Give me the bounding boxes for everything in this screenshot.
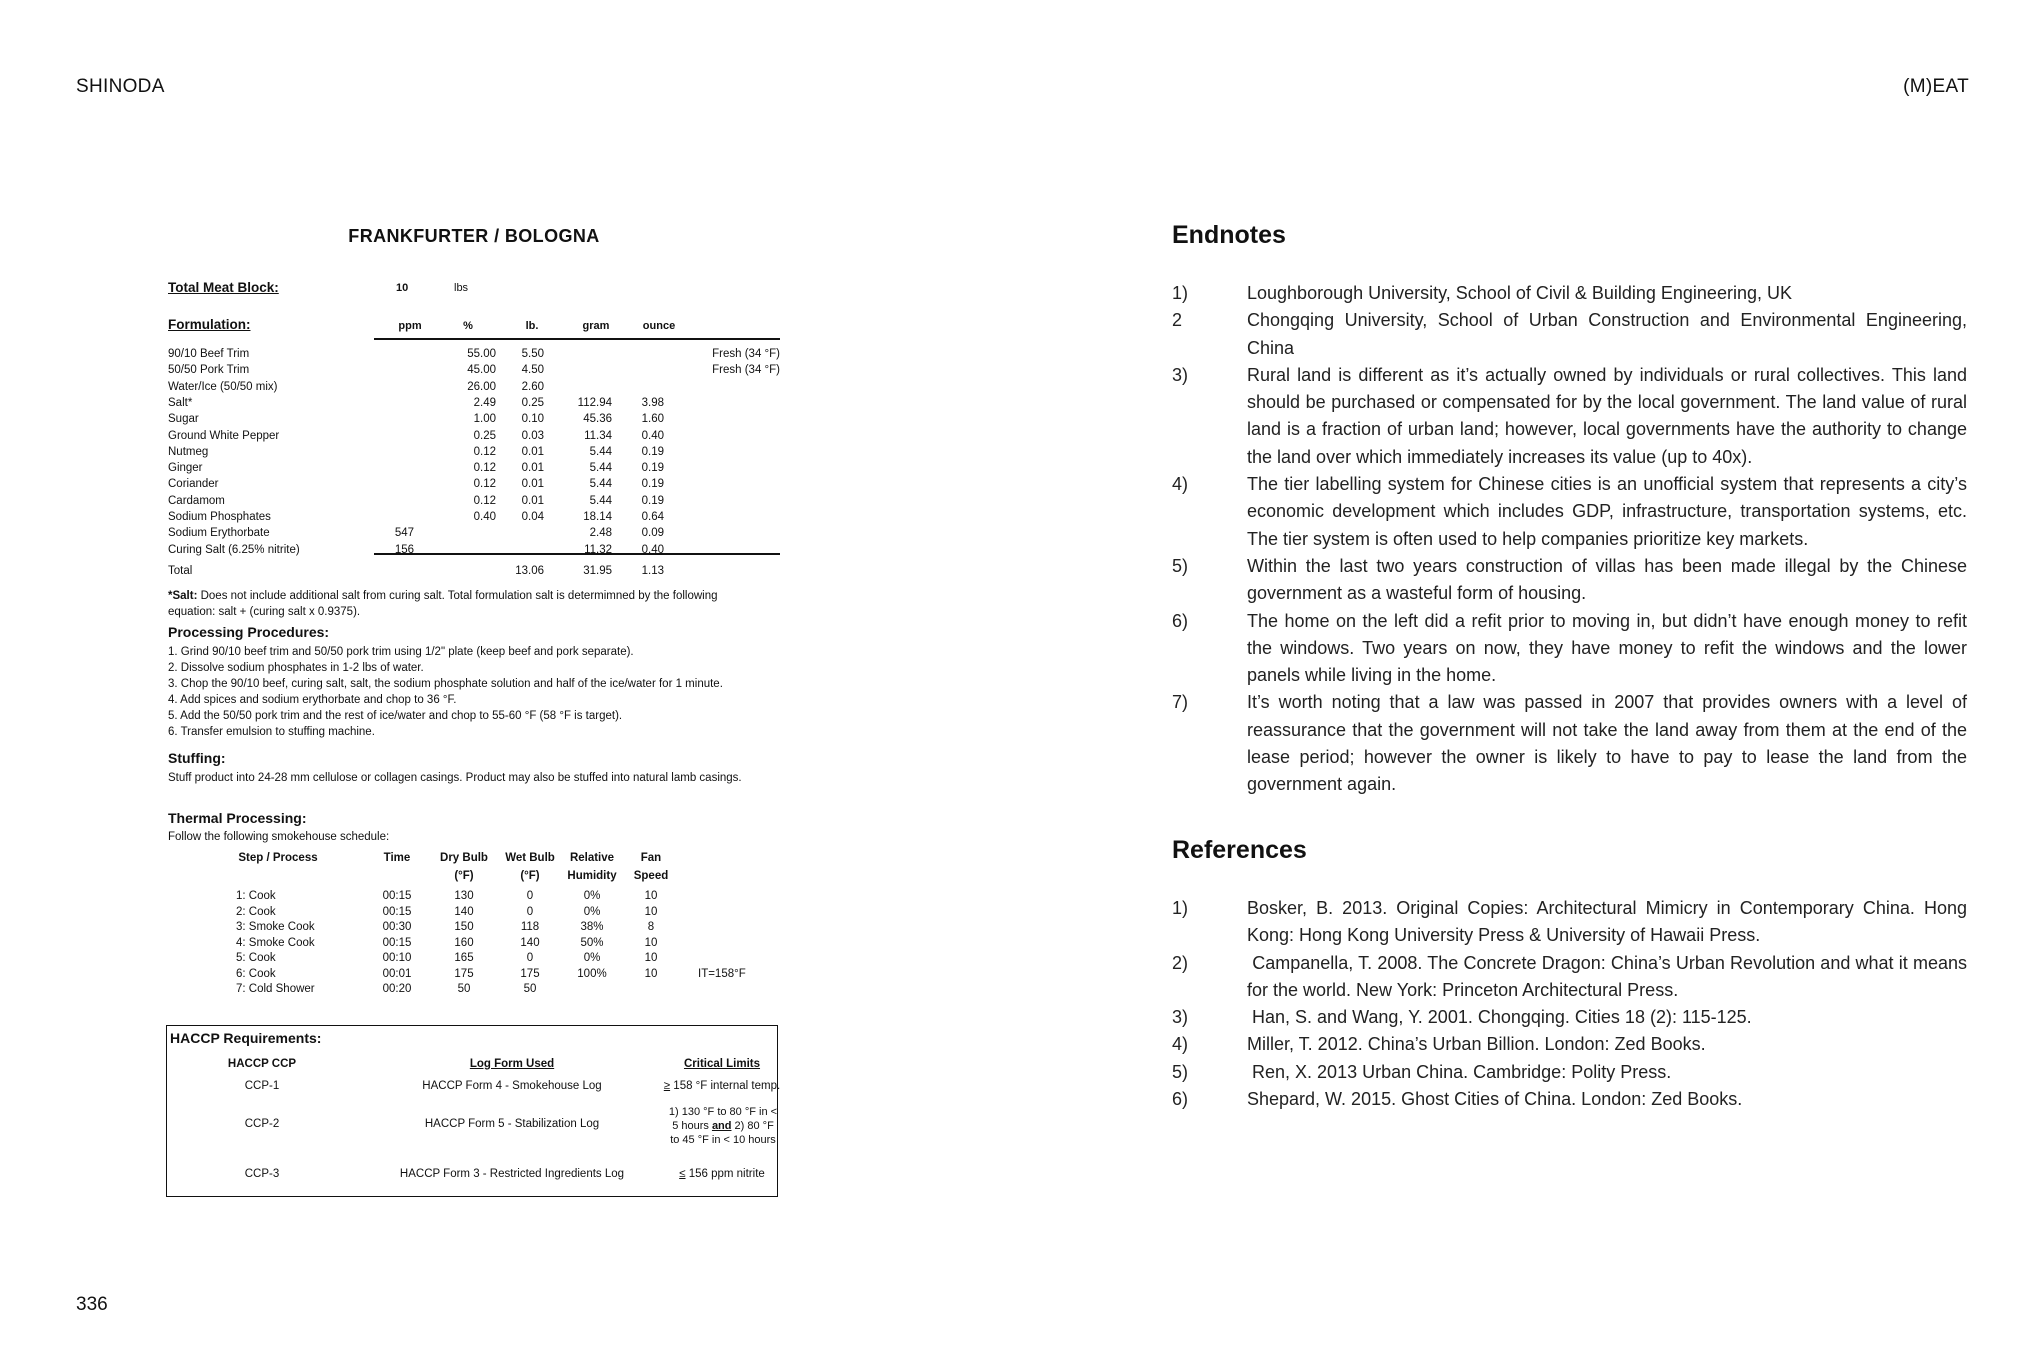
ingredient-name: 50/50 Pork Trim [168, 364, 250, 377]
note-item [1172, 362, 1973, 471]
ingredient-pct: 0.40 [473, 511, 496, 523]
note-number: 5) [1172, 555, 1189, 576]
ingredient-name: 90/10 Beef Trim [168, 348, 250, 360]
note-item [1172, 1086, 1967, 1113]
thermal-dry: 175 [454, 967, 474, 980]
note-number: 3) [1172, 364, 1189, 385]
note-number: 7) [1172, 692, 1189, 713]
thermal-time: 00:20 [382, 983, 412, 995]
ingredient-ppm: 547 [394, 527, 414, 540]
processing-step: 2. Dissolve sodium phosphates in 1-2 lbs of water. [168, 662, 424, 674]
ingredient-name: Sodium Erythorbate [168, 527, 270, 540]
thermal-dry: 165 [454, 952, 474, 964]
note-text: Shepard, W. 2015. Ghost Cities of China. London: Zed Books. [1247, 1089, 1743, 1110]
ingredient-gram: 5.44 [589, 445, 612, 458]
ingredient-pct: 0.12 [473, 478, 496, 491]
ingredient-name: Nutmeg [168, 445, 209, 458]
thermal-wet: 140 [520, 936, 540, 949]
ingredient-pct: 0.25 [473, 429, 496, 442]
note-text: Loughborough University, School of Civil & Building Engineering, UK [1247, 283, 1792, 303]
note-item [1172, 1059, 1967, 1086]
ingredient-ppm: 156 [394, 543, 414, 556]
thermal-fan: 10 [644, 905, 658, 918]
ingredient-name: Ground White Pepper [168, 429, 280, 442]
thermal-wet: 50 [523, 983, 537, 995]
note-text: Han, S. and Wang, Y. 2001. Chongqing. Cities 18 (2): 115-125. [1247, 1007, 1752, 1028]
ingredient-gram: 5.44 [589, 494, 612, 507]
processing-step: 3. Chop the 90/10 beef, curing salt, salt, the sodium phosphate solution and half of the ice/water for 1 minute. [168, 678, 723, 690]
meat-block-unit: lbs [454, 282, 469, 294]
col-pct: % [463, 320, 473, 332]
ingredient-note: Fresh (34 °F) [712, 348, 780, 360]
ingredient-ounce: 0.19 [641, 494, 664, 507]
ingredient-lb: 0.04 [521, 511, 544, 523]
note-number: 5) [1172, 1061, 1189, 1082]
thermal-step: 4: Smoke Cook [236, 936, 315, 949]
note-number: 6) [1172, 1089, 1189, 1110]
ingredient-lb: 0.10 [521, 413, 544, 426]
thermal-dry: 130 [454, 890, 474, 902]
ingredient-gram: 18.14 [583, 511, 612, 523]
ingredient-pct: 26.00 [467, 380, 496, 393]
thermal-step: 3: Smoke Cook [236, 921, 315, 933]
ingredient-lb: 5.50 [521, 348, 544, 360]
note-item [1172, 1031, 1967, 1058]
thermal-step: 1: Cook [236, 890, 276, 902]
thermal-title: Thermal Processing: [168, 810, 307, 826]
note-text: Campanella, T. 2008. The Concrete Dragon: China’s Urban Revolution and what it means for the world. New York: Princeton Architectural Press. [1247, 952, 1972, 1000]
ingredient-ounce: 0.09 [641, 527, 664, 540]
haccp-title: HACCP Requirements: [170, 1030, 322, 1046]
ingredient-lb: 0.01 [521, 445, 544, 458]
processing-step: 1. Grind 90/10 beef trim and 50/50 pork trim using 1/2" plate (keep beef and pork separate). [168, 646, 634, 658]
ingredient-lb: 2.60 [521, 380, 544, 393]
ingredient-ounce: 0.64 [641, 511, 664, 523]
endnotes-title: Endnotes [1172, 221, 1286, 249]
ingredient-lb: 4.50 [521, 364, 544, 377]
col-ounce: ounce [642, 320, 676, 332]
ingredient-lb: 0.01 [521, 494, 544, 507]
ingredient-gram: 2.48 [589, 527, 612, 540]
stuffing-title: Stuffing: [168, 750, 226, 766]
thermal-wet: 0 [526, 905, 534, 918]
formulation-bottom-rule [374, 553, 780, 555]
thermal-rh: 100% [577, 967, 607, 980]
thermal-fan: 10 [644, 952, 658, 964]
note-text: Bosker, B. 2013. Original Copies: Architectural Mimicry in Contemporary China. Hong Kong: Hong Kong University Press & University of Hawaii Press. [1247, 898, 1973, 946]
ingredient-note: Fresh (34 °F) [712, 364, 780, 377]
references-title: References [1172, 836, 1307, 864]
note-number: 1) [1172, 283, 1189, 303]
ingredient-ounce: 3.98 [641, 396, 664, 409]
note-text: Ren, X. 2013 Urban China. Cambridge: Polity Press. [1247, 1061, 1672, 1082]
note-text: Chongqing University, School of Urban Construction and Environmental Engineering, China [1247, 310, 1973, 358]
note-text: Rural land is different as it’s actually owned by individuals or rural collectives. This land should be purchased or compensated for by the local government. The land value of rural land is a fraction of urban land; however, local governments have the authority to change the land over which immediately increases its value (up to 40x). [1247, 364, 1973, 467]
ingredient-ounce: 1.60 [641, 413, 664, 426]
note-text: The tier labelling system for Chinese cities is an unofficial system that represents a city’s economic development which includes GDP, infrastructure, transportation systems, etc. The tier system is often used to help companies prioritize key markets. [1247, 474, 1973, 549]
ingredient-ounce: 0.19 [641, 478, 664, 491]
ingredient-lb: 0.25 [521, 396, 544, 409]
ingredient-pct: 0.12 [473, 445, 496, 458]
processing-step: 6. Transfer emulsion to stuffing machine. [168, 726, 375, 738]
ingredient-lb: 0.03 [521, 429, 544, 442]
col-ppm: ppm [398, 320, 422, 332]
ingredient-gram: 5.44 [589, 478, 612, 491]
thermal-rh: 0% [583, 890, 601, 902]
meat-block-label: Total Meat Block: [168, 280, 279, 295]
formulation-label: Formulation: [168, 317, 251, 332]
thermal-note: IT=158°F [698, 967, 746, 980]
ingredient-pct: 0.12 [473, 494, 496, 507]
ingredient-lb: 0.01 [521, 462, 544, 475]
ingredient-gram: 112.94 [577, 396, 612, 409]
ingredient-gram: 5.44 [589, 462, 612, 475]
salt-note: *Salt: Does not include additional salt from curing salt. Total formulation salt is determimned by the following equation: salt + (curing salt x 0.9375). [168, 590, 718, 618]
ingredient-pct: 2.49 [473, 396, 496, 409]
thermal-fan: 10 [644, 967, 658, 980]
ingredient-name: Sodium Phosphates [168, 511, 271, 523]
ingredient-pct: 0.12 [473, 462, 496, 475]
ingredient-gram: 45.36 [583, 413, 612, 426]
thermal-time: 00:01 [382, 967, 412, 980]
reference-list [1172, 895, 1973, 1113]
thermal-step: 7: Cold Shower [236, 983, 315, 995]
note-text: Miller, T. 2012. China’s Urban Billion. London: Zed Books. [1247, 1034, 1706, 1055]
thermal-rh: 0% [583, 952, 601, 964]
note-item [1172, 608, 1973, 690]
meat-block-value: 10 [396, 282, 409, 294]
ingredient-name: Salt* [168, 396, 193, 409]
ingredient-pct: 1.00 [473, 413, 496, 426]
note-number: 4) [1172, 1034, 1189, 1055]
ingredient-name: Water/Ice (50/50 mix) [168, 380, 278, 393]
note-item [1172, 553, 1973, 608]
note-item [1172, 689, 1973, 798]
note-text: Within the last two years construction of villas has been made illegal by the Chinese government as a wasteful form of housing. [1247, 555, 1973, 604]
thermal-rh: 0% [583, 905, 601, 918]
note-text: The home on the left did a refit prior to moving in, but didn’t have enough money to refit the windows. Two years on now, they have money to refit the windows and the lower panels while living in the home. [1247, 610, 1973, 686]
note-item [1172, 471, 1973, 553]
thermal-time: 00:30 [382, 921, 412, 933]
ingredient-name: Sugar [168, 413, 199, 426]
ingredient-gram: 11.32 [584, 543, 612, 556]
endnote-list [1172, 280, 1973, 799]
thermal-step: 5: Cook [236, 952, 276, 964]
running-header-right: (M)EAT [1903, 76, 1969, 97]
col-lb: lb. [525, 320, 539, 332]
haccp-box: HACCP Requirements: HACCP CCP Log Form Used Critical Limits CCP-1 HACCP Form 4 - Smokehouse Log ≥ 158 °F internal temp. CCP-2 HACCP Form 5 - Stabilization Log 1) 130 °F to 80 °F in < 5 hours and 2) 80 °F to 45 °F in < 10 hours CCP-3 HACCP Form 3 - Restricted Ingredients Log ≤ 156 ppm nitrite [166, 1025, 778, 1197]
ingredient-name: Coriander [168, 478, 219, 491]
thermal-step: 2: Cook [236, 905, 276, 918]
ingredient-ounce: 0.40 [641, 543, 664, 556]
note-item [1172, 950, 1972, 1005]
ingredient-gram: 11.34 [584, 429, 612, 442]
ingredient-name: Curing Salt (6.25% nitrite) [168, 543, 300, 556]
ingredient-name: Ginger [168, 462, 203, 475]
thermal-rh: 50% [580, 936, 604, 949]
thermal-time: 00:15 [382, 890, 412, 902]
haccp-ccp2-limit: 1) 130 °F to 80 °F in < 5 hours and 2) 80 °F to 45 °F in < 10 hours [668, 1106, 778, 1146]
note-item [1172, 895, 1973, 950]
thermal-time: 00:15 [382, 905, 412, 918]
processing-title: Processing Procedures: [168, 624, 330, 640]
processing-step: 4. Add spices and sodium erythorbate and chop to 36 °F. [168, 694, 457, 706]
note-text: It’s worth noting that a law was passed in 2007 that provides owners with a level of reassurance that the government will not take the land away from them at the end of the lease period; however the owner is likely to have to pay to lease the land from the government again. [1247, 692, 1973, 795]
thermal-intro: Follow the following smokehouse schedule: [168, 831, 390, 843]
note-number: 1) [1172, 898, 1189, 918]
note-number: 2) [1172, 952, 1189, 973]
thermal-fan: 10 [644, 890, 658, 902]
ingredient-lb: 0.01 [521, 478, 544, 491]
note-item [1172, 307, 1973, 362]
thermal-fan: 8 [647, 921, 655, 933]
formulation-top-rule [374, 338, 780, 340]
thermal-wet: 0 [526, 890, 534, 902]
thermal-step: 6: Cook [236, 967, 276, 980]
col-gram: gram [582, 320, 610, 332]
thermal-fan: 10 [644, 936, 658, 949]
ingredient-pct: 45.00 [467, 364, 496, 377]
thermal-wet: 175 [520, 967, 540, 980]
thermal-wet: 118 [520, 921, 540, 933]
processing-steps [168, 644, 768, 740]
ingredient-ounce: 0.19 [641, 462, 664, 475]
thermal-time: 00:10 [382, 952, 412, 964]
ingredient-ounce: 0.40 [641, 429, 664, 442]
note-item [1172, 280, 1967, 307]
note-item [1172, 1004, 1967, 1031]
recipe-title: FRANKFURTER / BOLOGNA [348, 226, 600, 246]
note-number: 4) [1172, 474, 1189, 495]
thermal-wet: 0 [526, 952, 534, 964]
ingredient-pct: 55.00 [467, 348, 496, 360]
note-number: 3) [1172, 1007, 1189, 1028]
running-header-left: SHINODA [76, 76, 165, 97]
page-number: 336 [76, 1294, 108, 1315]
stuffing-text: Stuff product into 24-28 mm cellulose or collagen casings. Product may also be stuffed into natural lamb casings. [168, 772, 742, 784]
note-number: 6) [1172, 610, 1189, 631]
note-number: 2 [1172, 310, 1183, 331]
processing-step: 5. Add the 50/50 pork trim and the rest of ice/water and chop to 55-60 °F (58 °F is target). [168, 710, 623, 722]
thermal-dry: 160 [454, 936, 474, 949]
thermal-dry: 150 [454, 921, 474, 933]
thermal-dry: 140 [454, 905, 474, 918]
ingredient-ounce: 0.19 [641, 445, 664, 458]
thermal-rh: 38% [580, 921, 604, 933]
thermal-dry: 50 [457, 983, 471, 995]
ingredient-name: Cardamom [168, 494, 225, 507]
thermal-time: 00:15 [382, 936, 412, 949]
